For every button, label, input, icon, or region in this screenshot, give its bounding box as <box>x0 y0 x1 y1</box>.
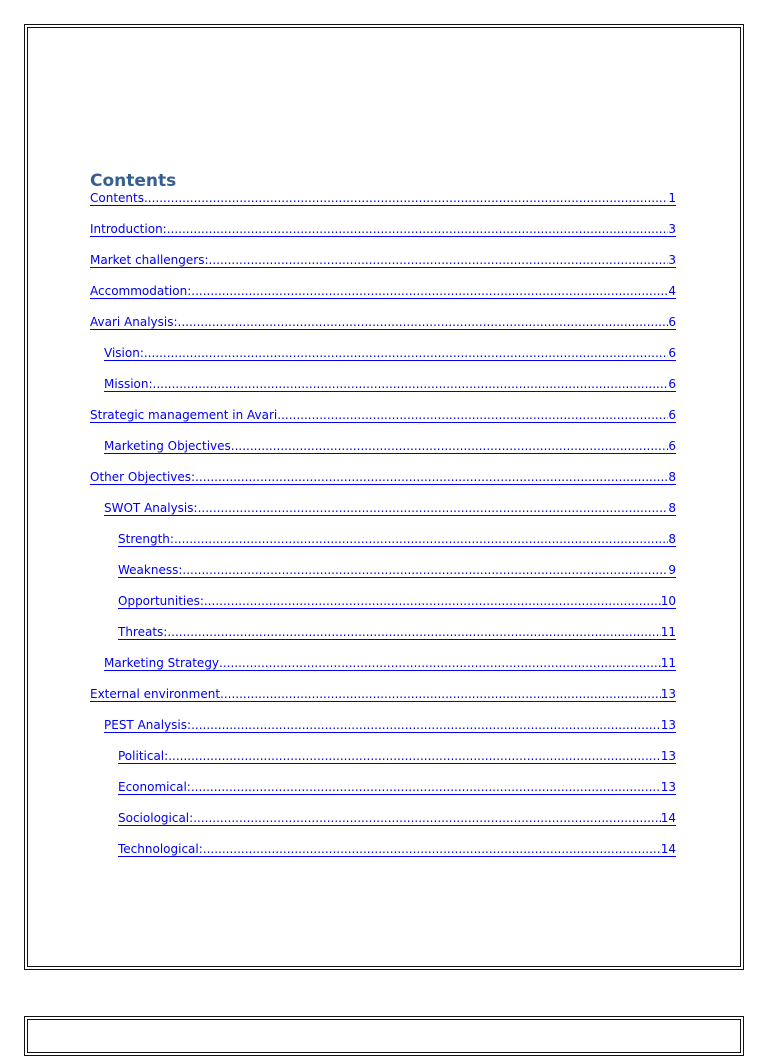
toc-entry-page-number: 3 <box>668 222 676 236</box>
toc-dot-leader <box>182 563 668 577</box>
toc-dot-leader <box>277 408 668 422</box>
toc-entry-page-number: 8 <box>668 470 676 484</box>
toc-dot-leader <box>168 749 661 763</box>
toc-entry[interactable] <box>90 826 676 857</box>
toc-entry-page-number: 13 <box>660 718 676 732</box>
toc-entry-label: SWOT Analysis: <box>104 501 198 515</box>
toc-entry-link[interactable] <box>118 594 676 609</box>
toc-list <box>90 192 676 857</box>
table-of-contents <box>90 170 676 857</box>
toc-entry-page-number: 1 <box>668 191 676 205</box>
toc-entry-page-number: 6 <box>668 439 676 453</box>
toc-entry[interactable] <box>90 268 676 299</box>
toc-dot-leader <box>144 346 669 360</box>
toc-entry-page-number: 4 <box>668 284 676 298</box>
toc-entry[interactable] <box>90 671 676 702</box>
toc-entry-label: Technological: <box>118 842 203 856</box>
toc-entry-label: External environment <box>90 687 221 701</box>
toc-entry-link[interactable] <box>104 346 676 361</box>
toc-entry-link[interactable] <box>118 563 676 578</box>
toc-entry-link[interactable] <box>118 811 676 826</box>
next-document-page <box>24 1016 744 1056</box>
toc-entry-page-number: 10 <box>660 594 676 608</box>
toc-entry-link[interactable] <box>104 439 676 454</box>
toc-entry-page-number: 8 <box>668 532 676 546</box>
toc-entry[interactable] <box>90 206 676 237</box>
toc-entry-page-number: 11 <box>660 656 676 670</box>
toc-entry-label: Opportunities: <box>118 594 204 608</box>
toc-entry-link[interactable] <box>104 377 676 392</box>
toc-entry-link[interactable] <box>90 687 676 702</box>
toc-entry-link[interactable] <box>90 191 676 206</box>
toc-entry-label: Weakness: <box>118 563 183 577</box>
toc-entry-label: Other Objectives: <box>90 470 196 484</box>
toc-entry-link[interactable] <box>90 284 676 299</box>
toc-entry-page-number: 6 <box>668 377 676 391</box>
toc-dot-leader <box>153 377 669 391</box>
toc-entry-label: Mission: <box>104 377 153 391</box>
toc-entry-page-number: 6 <box>668 346 676 360</box>
toc-entry[interactable] <box>90 516 676 547</box>
toc-entry[interactable] <box>90 609 676 640</box>
toc-entry-link[interactable] <box>104 718 676 733</box>
toc-dot-leader <box>191 718 661 732</box>
toc-entry[interactable] <box>90 702 676 733</box>
toc-entry-label: PEST Analysis: <box>104 718 192 732</box>
toc-dot-leader <box>191 780 661 794</box>
toc-dot-leader <box>193 811 661 825</box>
toc-entry-page-number: 6 <box>668 408 676 422</box>
toc-entry-link[interactable] <box>90 253 676 268</box>
toc-dot-leader <box>220 687 661 701</box>
toc-entry-label: Accommodation: <box>90 284 192 298</box>
toc-dot-leader <box>204 594 661 608</box>
toc-entry-link[interactable] <box>118 842 676 857</box>
toc-entry-label: Sociological: <box>118 811 194 825</box>
toc-entry[interactable] <box>90 299 676 330</box>
toc-dot-leader <box>198 501 669 515</box>
toc-entry-page-number: 3 <box>668 253 676 267</box>
toc-entry-label: Threats: <box>118 625 168 639</box>
toc-heading: Contents <box>90 171 177 191</box>
toc-entry-label: Vision: <box>104 346 144 360</box>
toc-entry-link[interactable] <box>90 315 676 330</box>
toc-entry-link[interactable] <box>90 408 676 423</box>
toc-entry-label: Strength: <box>118 532 174 546</box>
toc-entry-label: Contents <box>90 191 144 205</box>
toc-entry-page-number: 13 <box>660 749 676 763</box>
toc-entry-page-number: 6 <box>668 315 676 329</box>
toc-entry[interactable] <box>90 733 676 764</box>
toc-entry[interactable] <box>90 423 676 454</box>
toc-entry-label: Strategic management in Avari <box>90 408 278 422</box>
toc-dot-leader <box>167 222 669 236</box>
toc-entry[interactable] <box>90 330 676 361</box>
toc-entry[interactable] <box>90 764 676 795</box>
toc-entry-page-number: 8 <box>668 501 676 515</box>
toc-dot-leader <box>174 532 668 546</box>
toc-entry-label: Market challengers: <box>90 253 209 267</box>
toc-entry[interactable] <box>90 640 676 671</box>
toc-entry-page-number: 11 <box>660 625 676 639</box>
toc-entry-link[interactable] <box>90 470 676 485</box>
toc-entry-label: Introduction: <box>90 222 167 236</box>
toc-entry-page-number: 14 <box>660 842 676 856</box>
toc-entry-page-number: 14 <box>660 811 676 825</box>
toc-entry[interactable] <box>90 454 676 485</box>
toc-dot-leader <box>167 625 660 639</box>
toc-dot-leader <box>209 253 669 267</box>
toc-entry-page-number: 13 <box>660 780 676 794</box>
toc-dot-leader <box>203 842 661 856</box>
toc-entry[interactable] <box>90 192 676 206</box>
toc-entry-page-number: 13 <box>660 687 676 701</box>
toc-dot-leader <box>144 191 668 205</box>
toc-entry-label: Economical: <box>118 780 191 794</box>
toc-entry[interactable] <box>90 795 676 826</box>
toc-entry-link[interactable] <box>118 532 676 547</box>
toc-entry-label: Avari Analysis: <box>90 315 178 329</box>
toc-entry-link[interactable] <box>118 780 676 795</box>
toc-entry-link[interactable] <box>90 222 676 237</box>
toc-entry[interactable] <box>90 237 676 268</box>
toc-entry-link[interactable] <box>118 625 676 640</box>
toc-entry[interactable] <box>90 361 676 392</box>
toc-entry-page-number: 9 <box>668 563 676 577</box>
toc-dot-leader <box>219 656 661 670</box>
toc-entry-label: Political: <box>118 749 169 763</box>
toc-entry[interactable] <box>90 578 676 609</box>
toc-entry-label: Marketing Strategy <box>104 656 220 670</box>
toc-dot-leader <box>195 470 668 484</box>
toc-entry-link[interactable] <box>104 501 676 516</box>
toc-entry-link[interactable] <box>118 749 676 764</box>
toc-entry[interactable] <box>90 392 676 423</box>
toc-entry[interactable] <box>90 485 676 516</box>
toc-entry-label: Marketing Objectives <box>104 439 231 453</box>
toc-dot-leader <box>191 284 668 298</box>
toc-dot-leader <box>178 315 669 329</box>
toc-entry[interactable] <box>90 547 676 578</box>
toc-dot-leader <box>231 439 669 453</box>
toc-entry-link[interactable] <box>104 656 676 671</box>
